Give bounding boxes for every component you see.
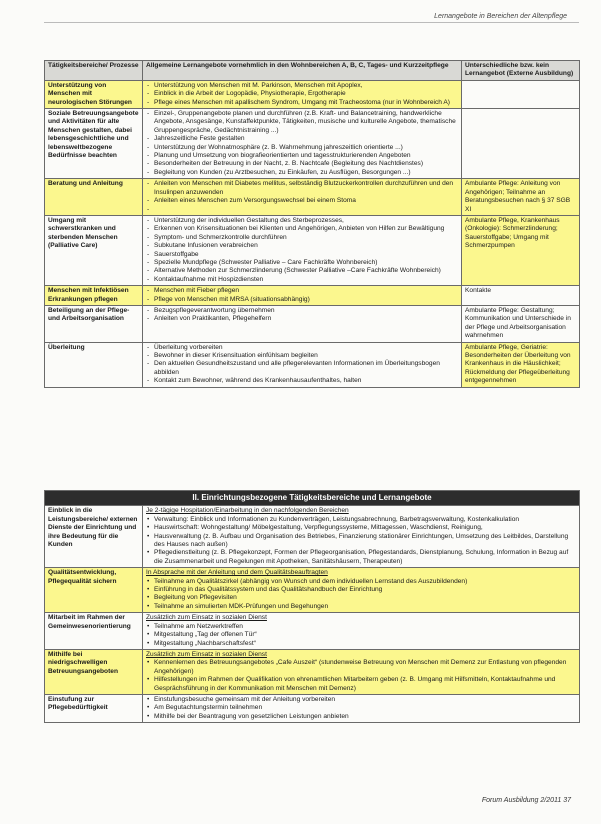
row-label: Mitarbeit im Rahmen der Gemeinwesenorientierung	[45, 613, 143, 650]
list-item: • Pflegedienstleitung (z. B. Pflegekonzept, Formen der Pflegeorganisation, Pflegestandards, Dienstplanung, Schulung, Information in Bezug auf die Zusammenarbeit und Regelungen mit Apotheken, Sanitätshäusern, Therapeuten)	[146, 549, 576, 566]
row-offers	[143, 215, 462, 285]
list-item: - Bezugspflegeverantwortung übernehmen	[146, 307, 458, 315]
table-row	[45, 506, 580, 568]
table-row	[45, 613, 580, 650]
offer-list	[146, 578, 576, 612]
list-item: - Spezielle Mundpflege (Schwester Palliative – Care Fachkräfte Wohnbereich)	[146, 259, 458, 267]
offer-list	[146, 623, 576, 648]
institution-offers-table	[44, 490, 580, 723]
row-label: Mithilfe bei niedrigschwelligen Betreuungsangeboten	[45, 649, 143, 694]
table-row	[45, 694, 580, 722]
list-item: • Einstufungsbesuche gemeinsam mit der Anleitung vorbereiten	[146, 696, 576, 704]
list-item: - Erkennen von Krisensituationen bei Klienten und Angehörigen, Anbieten von Hilfen zur Bewältigung	[146, 225, 458, 233]
offer-list	[146, 287, 458, 304]
row-content	[143, 694, 580, 722]
list-item: - Überleitung vorbereiten	[146, 344, 458, 352]
running-head: Lernangebote in Bereichen der Altenpflege	[434, 13, 567, 20]
offer-list	[146, 307, 458, 324]
row-offers	[143, 286, 462, 306]
list-item: • Einführung in das Qualitätssystem und das Qualitätshandbuch der Einrichtung	[146, 586, 576, 594]
table-row	[45, 568, 580, 613]
list-item: - Sauerstoffgabe	[146, 251, 458, 259]
table-row	[45, 649, 580, 694]
list-item: - Einblick in die Arbeit der Logopädie, Physiotherapie, Ergotherapie	[146, 90, 458, 98]
row-content	[143, 568, 580, 613]
list-item: • Mitgestaltung „Tag der offenen Tür“	[146, 631, 576, 639]
table-row	[45, 109, 580, 179]
row-offers	[143, 179, 462, 216]
table-row	[45, 179, 580, 216]
table-row	[45, 286, 580, 306]
list-item: • Hilfestellungen im Rahmen der Qualifikation von ehrenamtlichen Mitarbeitern geben (z. B. Umgang mit Hilfsmitteln, Kontaktaufnahme und Gesprächsführung in der Kommunikation mit Menschen mit Demenz)	[146, 676, 576, 693]
list-item: - Symptom- und Schmerzkontrolle durchführen	[146, 234, 458, 242]
offer-list	[146, 110, 458, 177]
row-external: Ambulante Pflege, Krankenhaus (Onkologie): Schmerzlinderung; Sauerstoffgabe; Umgang mit Schmerzpumpen	[462, 215, 580, 285]
table-row	[45, 305, 580, 342]
list-item: - Kontaktaufnahme mit Hospizdiensten	[146, 276, 458, 284]
row-label: Menschen mit Infektiösen Erkrankungen pflegen	[45, 286, 143, 306]
row-intro: In Absprache mit der Anleitung und dem Qualitätsbeauftragten	[146, 569, 328, 577]
offer-list	[146, 82, 458, 107]
row-external: Ambulante Pflege: Gestaltung; Kommunikation und Unterschiede in der Pflege und Arbeitsorganisation wahrnehmen	[462, 305, 580, 342]
learning-offers-table	[44, 60, 580, 388]
row-external: Ambulante Pflege: Anleitung von Angehörigen; Teilnahme an Beratungsbesuchen nach § 37 SGB XI	[462, 179, 580, 216]
row-label: Umgang mit schwerstkranken und sterbenden Menschen (Palliative Care)	[45, 215, 143, 285]
list-item: • Verwaltung: Einblick und Informationen zu Kundenverträgen, Leistungsabrechnung, Barbetragsverwaltung, Kostenkalkulation	[146, 516, 576, 524]
row-offers	[143, 80, 462, 108]
list-item: • Hauswirtschaft: Wohngestaltung/ Möbelgestaltung, Verpflegungssysteme, Mittagessen, Waschdienst, Reinigung,	[146, 524, 576, 532]
offer-list	[146, 180, 458, 205]
offer-list	[146, 217, 458, 284]
row-offers	[143, 342, 462, 387]
list-item: - Unterstützung der individuellen Gestaltung des Sterbeprozesses,	[146, 217, 458, 225]
list-item: - Besonderheiten der Betreuung in der Nacht, z. B. Nachtcafe (Begleitung des Nachtdienstes)	[146, 160, 458, 168]
list-item: - Pflege eines Menschen mit apallischem Syndrom, Umgang mit Tracheostoma (nur in Wohnbereich A)	[146, 99, 458, 107]
page-footer: Forum Ausbildung 2/2011 37	[481, 797, 571, 804]
header-external: Unterschiedliche bzw. kein Lernangebot (Externe Ausbildung)	[462, 61, 580, 81]
row-content	[143, 613, 580, 650]
row-content	[143, 649, 580, 694]
list-item: • Kennenlernen des Betreuungsangebotes „Cafe Auszeit“ (stundenweise Betreuung von Menschen mit Demenz zur Entlastung von pflegenden Angehörigen)	[146, 659, 576, 676]
list-item: - Begleitung von Kunden (zu Arztbesuchen, zu Einkäufen, zu Ausflügen, Besorgungen ...)	[146, 169, 458, 177]
row-label: Einblick in die Leistungsbereiche/ externen Dienste der Einrichtung und ihre Bedeutung für die Kunden	[45, 506, 143, 568]
list-item: - Unterstützung der Wohnatmosphäre (z. B. Wahrnehmung jahreszeitlich orientierte ...)	[146, 144, 458, 152]
list-item: - Jahreszeitliche Feste gestalten	[146, 135, 458, 143]
list-item: • Teilnahme am Netzwerktreffen	[146, 623, 576, 631]
offer-list	[146, 659, 576, 693]
list-item: - Subkutane Infusionen verabreichen	[146, 242, 458, 250]
row-label: Qualitätsentwicklung, Pflegequalität sichern	[45, 568, 143, 613]
list-item: - Planung und Umsetzung von biografieorientierten und tagesstrukturierenden Angeboten	[146, 152, 458, 160]
row-label: Einstufung zur Pflegebedürftigkeit	[45, 694, 143, 722]
list-item: - Anleiten von Praktikanten, Pflegehelfern	[146, 315, 458, 323]
section-title: II. Einrichtungsbezogene Tätigkeitsbereiche und Lernangebote	[45, 491, 580, 506]
list-item: - Einzel-, Gruppenangebote planen und durchführen (z.B. Kraft- und Balancetraining, handwerkliche Angebote, Ansgesänge, Kunstaffektpunkte, Tätigkeiten, musische und kulturelle Angebote, thematische Gruppengespräche, Gedächtnistraining ...)	[146, 110, 458, 135]
table-row	[45, 342, 580, 387]
row-offers	[143, 305, 462, 342]
row-label: Unterstützung von Menschen mit neurologischen Störungen	[45, 80, 143, 108]
list-item: • Hausverwaltung (z. B. Aufbau und Organisation des Betriebes, Finanzierung stationärer Einrichtungen, Umsetzung des Leitbildes, Darstellung des Hauses nach außen)	[146, 533, 576, 550]
list-item: - Menschen mit Fieber pflegen	[146, 287, 458, 295]
offer-list	[146, 516, 576, 566]
list-item: • Teilnahme an simulierten MDK-Prüfungen und Begehungen	[146, 603, 576, 611]
table-row	[45, 215, 580, 285]
list-item: • Mitgestaltung „Nachbarschaftsfest“	[146, 640, 576, 648]
list-item: • Teilnahme am Qualitätszirkel (abhängig von Wunsch und dem individuellen Lernstand des Auszubildenden)	[146, 578, 576, 586]
list-item: - Unterstützung von Menschen mit M. Parkinson, Menschen mit Apoplex,	[146, 82, 458, 90]
list-item: - Den aktuellen Gesundheitszustand und alle pflegerelevanten Informationen im Überleitungsbogen abbilden	[146, 360, 458, 377]
row-intro: Je 2-tägige Hospitation/Einarbeitung in den nachfolgenden Bereichen	[146, 507, 349, 515]
offer-list	[146, 696, 576, 721]
list-item: • Mithilfe bei der Beantragung von gesetzlichen Leistungen anbieten	[146, 713, 576, 721]
list-item: - Alternative Methoden zur Schmerzlinderung (Schwester Palliative –Care Fachkräfte Wohnbereich)	[146, 267, 458, 275]
row-external	[462, 109, 580, 179]
header-rule	[44, 22, 579, 23]
list-item: - Pflege von Menschen mit MRSA (situationsabhängig)	[146, 296, 458, 304]
row-offers	[143, 109, 462, 179]
table-header-row	[45, 61, 580, 81]
header-general-offers: Allgemeine Lernangebote vornehmlich in den Wohnbereichen A, B, C, Tages- und Kurzzeitpflege	[143, 61, 462, 81]
list-item: • Am Begutachtungstermin teilnehmen	[146, 704, 576, 712]
offer-list	[146, 344, 458, 386]
row-label: Beratung und Anleitung	[45, 179, 143, 216]
list-item: - Bewohner in dieser Krisensituation einfühlsam begleiten	[146, 352, 458, 360]
row-label: Beteiligung an der Pflege- und Arbeitsorganisation	[45, 305, 143, 342]
list-item: - Anleiten eines Menschen zum Versorgungswechsel bei einem Stoma	[146, 197, 458, 205]
list-item: - Anleiten von Menschen mit Diabetes mellitus, selbständig Blutzuckerkontrollen durchzuführen und den Insulinpen anzuwenden	[146, 180, 458, 197]
table-row	[45, 80, 580, 108]
row-label: Soziale Betreuungsangebote und Aktivitäten für alte Menschen gestalten, dabei lebensgeschichtliche und lebensweltbezogene Bedürfnisse beachten	[45, 109, 143, 179]
row-content	[143, 506, 580, 568]
row-external: Ambulante Pflege, Geriatrie: Besonderheiten der Überleitung von Krankenhaus in die Häuslichkeit; Rückmeldung der Pflegeüberleitung entgegennehmen	[462, 342, 580, 387]
row-external: Kontakte	[462, 286, 580, 306]
row-label: Überleitung	[45, 342, 143, 387]
list-item: • Begleitung von Pflegevisiten	[146, 594, 576, 602]
row-intro: Zusätzlich zum Einsatz in sozialen Dienst	[146, 650, 267, 658]
row-intro: Zusätzlich zum Einsatz in sozialen Dienst	[146, 614, 267, 622]
list-item: - Kontakt zum Bewohner, während des Krankenhausaufenthaltes, halten	[146, 377, 458, 385]
header-areas: Tätigkeitsbereiche/ Prozesse	[45, 61, 143, 81]
row-external	[462, 80, 580, 108]
